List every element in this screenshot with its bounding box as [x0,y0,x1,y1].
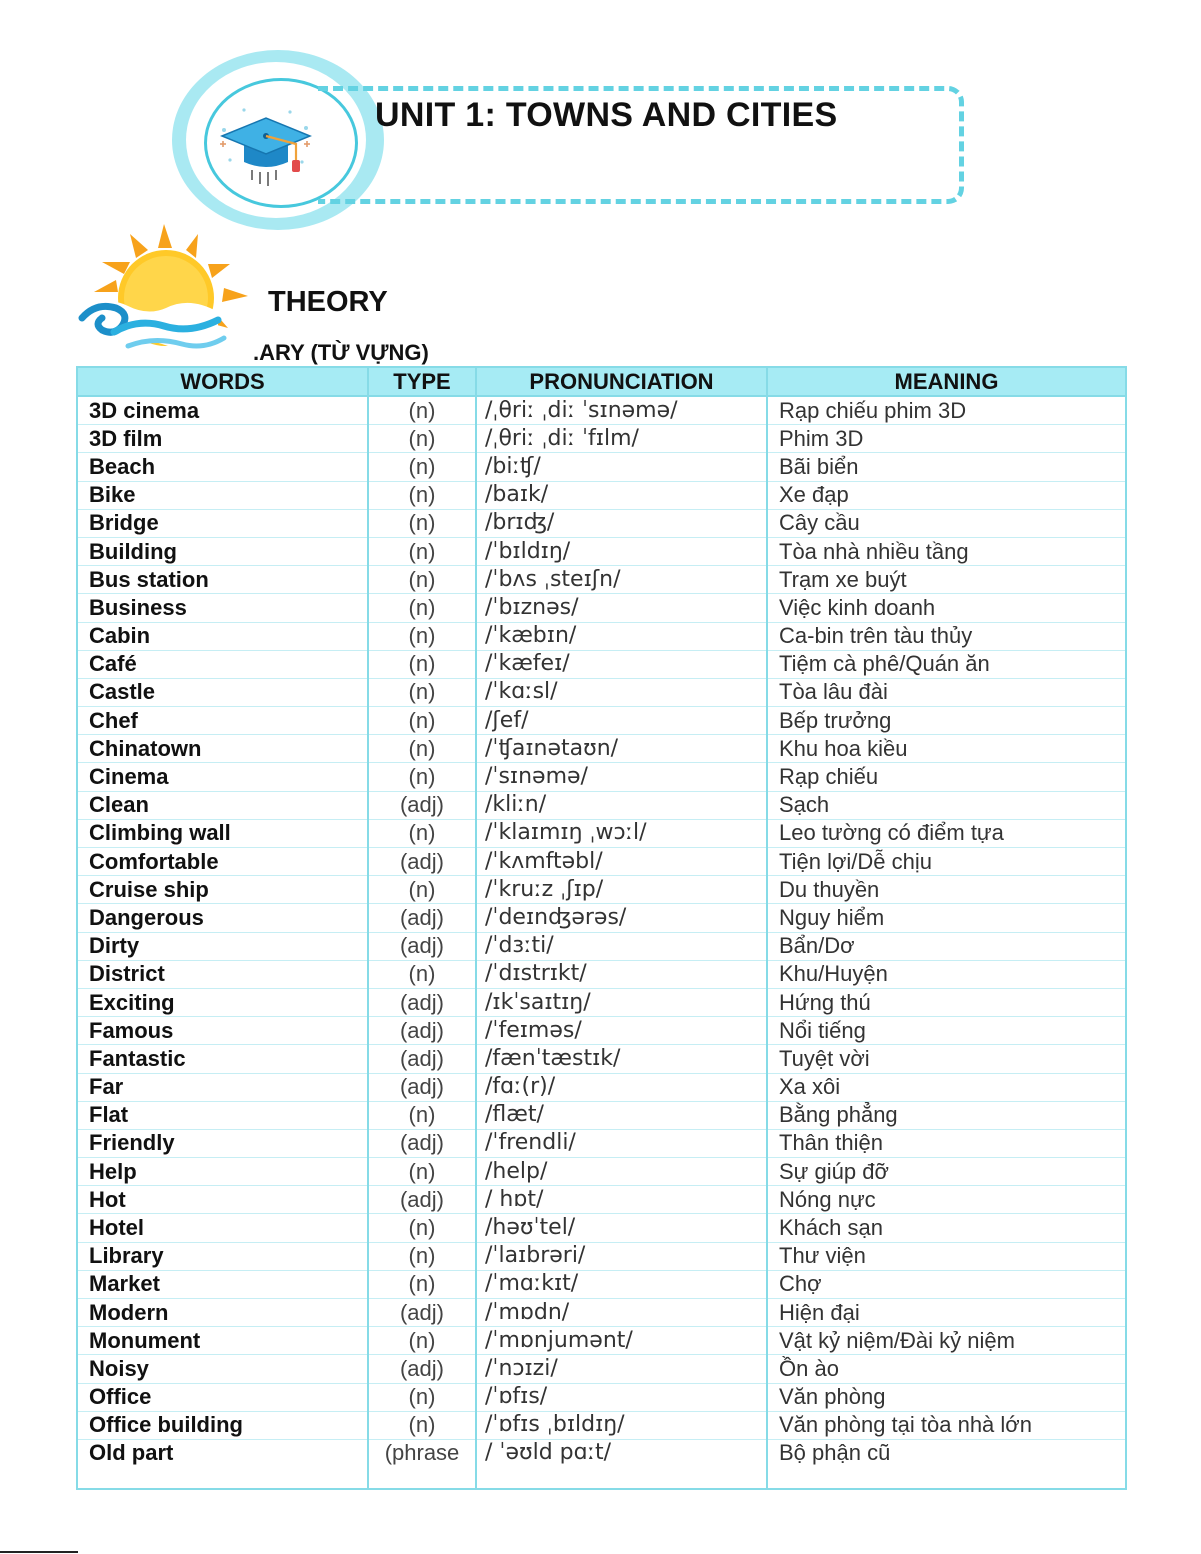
meaning-cell: Việc kinh doanh [767,594,1126,622]
meaning-cell: Bãi biển [767,453,1126,481]
pronunciation-cell: /ˈɒfɪs ˌbɪldɪŋ/ [476,1411,767,1439]
word-cell: Café [77,650,368,678]
meaning-cell: Thân thiện [767,1129,1126,1157]
meaning-cell: Nguy hiểm [767,904,1126,932]
table-row [77,1411,1126,1439]
column-header-meaning: MEANING [767,367,1126,396]
meaning-cell: Nóng nực [767,1186,1126,1214]
table-row [77,622,1126,650]
pronunciation-cell: /ˈbɪldɪŋ/ [476,537,767,565]
table-row [77,481,1126,509]
pronunciation-cell: /ˈdeɪnʤərəs/ [476,904,767,932]
meaning-cell: Bếp trưởng [767,707,1126,735]
type-cell: (n) [368,1411,476,1439]
meaning-cell: Thư viện [767,1242,1126,1270]
table-row [77,509,1126,537]
type-cell: (n) [368,1383,476,1411]
column-header-words: WORDS [77,367,368,396]
pronunciation-cell: /ˈkʌmftəbl/ [476,848,767,876]
word-cell: Modern [77,1299,368,1327]
pronunciation-cell: /biːʧ/ [476,453,767,481]
pronunciation-cell: /ˌθriː ˌdiː ˈfɪlm/ [476,425,767,453]
word-cell: District [77,960,368,988]
word-cell: Building [77,537,368,565]
table-row [77,396,1126,425]
pronunciation-cell: /ˈbɪznəs/ [476,594,767,622]
meaning-cell: Ồn ào [767,1355,1126,1383]
word-cell: Old part [77,1439,368,1489]
type-cell: (n) [368,763,476,791]
table-row [77,763,1126,791]
word-cell: Help [77,1158,368,1186]
type-cell: (n) [368,1327,476,1355]
table-row [77,707,1126,735]
type-cell: (n) [368,1101,476,1129]
type-cell: (n) [368,735,476,763]
table-body [77,396,1126,1489]
meaning-cell: Rạp chiếu phim 3D [767,396,1126,425]
word-cell: Office building [77,1411,368,1439]
type-cell: (adj) [368,1186,476,1214]
meaning-cell: Phim 3D [767,425,1126,453]
word-cell: Chef [77,707,368,735]
meaning-cell: Rạp chiếu [767,763,1126,791]
table-row [77,848,1126,876]
meaning-cell: Chợ [767,1270,1126,1298]
table-row [77,988,1126,1016]
pronunciation-cell: /kliːn/ [476,791,767,819]
word-cell: Bus station [77,566,368,594]
meaning-cell: Hiện đại [767,1299,1126,1327]
pronunciation-cell: /ˈmɑːkɪt/ [476,1270,767,1298]
meaning-cell: Hứng thú [767,988,1126,1016]
pronunciation-cell: /ˈmɒnjumənt/ [476,1327,767,1355]
table-row [77,1299,1126,1327]
table-header-row [77,367,1126,396]
type-cell: (adj) [368,988,476,1016]
pronunciation-cell: /ˈfrendli/ [476,1129,767,1157]
type-cell: (adj) [368,1299,476,1327]
table-row [77,1186,1126,1214]
word-cell: Fantastic [77,1045,368,1073]
type-cell: (n) [368,678,476,706]
pronunciation-cell: /ˈdɜːti/ [476,932,767,960]
meaning-cell: Cây cầu [767,509,1126,537]
table-row [77,1327,1126,1355]
word-cell: Market [77,1270,368,1298]
meaning-cell: Nổi tiếng [767,1017,1126,1045]
word-cell: Castle [77,678,368,706]
pronunciation-cell: /ˈmɒdn/ [476,1299,767,1327]
word-cell: 3D cinema [77,396,368,425]
table-row [77,1129,1126,1157]
meaning-cell: Ca-bin trên tàu thủy [767,622,1126,650]
table-row [77,566,1126,594]
meaning-cell: Xe đạp [767,481,1126,509]
word-cell: 3D film [77,425,368,453]
type-cell: (n) [368,396,476,425]
word-cell: Office [77,1383,368,1411]
pronunciation-cell: / hɒt/ [476,1186,767,1214]
pronunciation-cell: /flæt/ [476,1101,767,1129]
word-cell: Clean [77,791,368,819]
word-cell: Exciting [77,988,368,1016]
pronunciation-cell: /ˈfeɪməs/ [476,1017,767,1045]
word-cell: Monument [77,1327,368,1355]
pronunciation-cell: /ˈkæbɪn/ [476,622,767,650]
pronunciation-cell: /həʊˈtel/ [476,1214,767,1242]
meaning-cell: Du thuyền [767,876,1126,904]
type-cell: (adj) [368,791,476,819]
meaning-cell: Vật kỷ niệm/Đài kỷ niệm [767,1327,1126,1355]
pronunciation-cell: /ˈʧaɪnətaʊn/ [476,735,767,763]
type-cell: (adj) [368,1045,476,1073]
table-row [77,791,1126,819]
meaning-cell: Khu/Huyện [767,960,1126,988]
table-row [77,1270,1126,1298]
type-cell: (n) [368,509,476,537]
type-cell: (n) [368,622,476,650]
meaning-cell: Bằng phẳng [767,1101,1126,1129]
pronunciation-cell: /ˈkæfeɪ/ [476,650,767,678]
word-cell: Cabin [77,622,368,650]
pronunciation-cell: /ˈkruːz ˌʃɪp/ [476,876,767,904]
meaning-cell: Trạm xe buýt [767,566,1126,594]
pronunciation-cell: /ˈkɑːsl/ [476,678,767,706]
graduation-cap-icon [216,100,316,192]
table-row [77,819,1126,847]
word-cell: Beach [77,453,368,481]
pronunciation-cell: /ˌθriː ˌdiː ˈsɪnəmə/ [476,396,767,425]
table-row [77,1383,1126,1411]
type-cell: (n) [368,1158,476,1186]
type-cell: (n) [368,819,476,847]
table-row [77,1017,1126,1045]
sun-wave-icon [78,222,258,356]
type-cell: (adj) [368,1073,476,1101]
type-cell: (n) [368,1270,476,1298]
table-row [77,735,1126,763]
word-cell: Bike [77,481,368,509]
table-row [77,1158,1126,1186]
column-header-type: TYPE [368,367,476,396]
word-cell: Library [77,1242,368,1270]
type-cell: (n) [368,1242,476,1270]
word-cell: Cinema [77,763,368,791]
table-row [77,594,1126,622]
type-cell: (n) [368,425,476,453]
table-row [77,453,1126,481]
vocabulary-table [76,366,1127,1490]
word-cell: Friendly [77,1129,368,1157]
pronunciation-cell: /ʃef/ [476,707,767,735]
word-cell: Business [77,594,368,622]
pronunciation-cell: /ɪkˈsaɪtɪŋ/ [476,988,767,1016]
meaning-cell: Khách sạn [767,1214,1126,1242]
word-cell: Dangerous [77,904,368,932]
meaning-cell: Khu hoa kiều [767,735,1126,763]
meaning-cell: Văn phòng [767,1383,1126,1411]
pronunciation-cell: /fɑː(r)/ [476,1073,767,1101]
page-title: UNIT 1: TOWNS AND CITIES [375,96,838,134]
type-cell: (adj) [368,1017,476,1045]
pronunciation-cell: /ˈklaɪmɪŋ ˌwɔːl/ [476,819,767,847]
pronunciation-cell: /help/ [476,1158,767,1186]
type-cell: (adj) [368,904,476,932]
type-cell: (n) [368,594,476,622]
table-row [77,1045,1126,1073]
pronunciation-cell: /ˈlaɪbrəri/ [476,1242,767,1270]
pronunciation-cell: /ˈsɪnəmə/ [476,763,767,791]
type-cell: (n) [368,707,476,735]
meaning-cell: Văn phòng tại tòa nhà lớn [767,1411,1126,1439]
table-row [77,425,1126,453]
word-cell: Flat [77,1101,368,1129]
pronunciation-cell: /ˈbʌs ˌsteɪʃn/ [476,566,767,594]
type-cell: (n) [368,1214,476,1242]
pronunciation-cell: /ˈɒfɪs/ [476,1383,767,1411]
type-cell: (adj) [368,848,476,876]
word-cell: Dirty [77,932,368,960]
table-row [77,960,1126,988]
type-cell: (n) [368,876,476,904]
table-row [77,1073,1126,1101]
table-row [77,1355,1126,1383]
pronunciation-cell: /brɪʤ/ [476,509,767,537]
table-row [77,1214,1126,1242]
pronunciation-cell: / ˈəʊld pɑːt/ [476,1439,767,1489]
word-cell: Far [77,1073,368,1101]
meaning-cell: Bộ phận cũ [767,1439,1126,1489]
word-cell: Hotel [77,1214,368,1242]
meaning-cell: Sự giúp đỡ [767,1158,1126,1186]
column-header-pronunciation: PRONUNCIATION [476,367,767,396]
type-cell: (phrase [368,1439,476,1489]
section-heading: THEORY [268,286,388,318]
word-cell: Noisy [77,1355,368,1383]
meaning-cell: Sạch [767,791,1126,819]
meaning-cell: Tuyệt vời [767,1045,1126,1073]
table-row [77,876,1126,904]
meaning-cell: Tòa lâu đài [767,678,1126,706]
type-cell: (n) [368,453,476,481]
word-cell: Hot [77,1186,368,1214]
type-cell: (adj) [368,1355,476,1383]
table-row [77,932,1126,960]
table-row [77,1101,1126,1129]
type-cell: (adj) [368,932,476,960]
pronunciation-cell: /ˈnɔɪzi/ [476,1355,767,1383]
table-row [77,904,1126,932]
type-cell: (n) [368,960,476,988]
type-cell: (n) [368,650,476,678]
type-cell: (n) [368,481,476,509]
meaning-cell: Xa xôi [767,1073,1126,1101]
type-cell: (n) [368,566,476,594]
table-row [77,650,1126,678]
word-cell: Chinatown [77,735,368,763]
pronunciation-cell: /ˈdɪstrɪkt/ [476,960,767,988]
pronunciation-cell: /fænˈtæstɪk/ [476,1045,767,1073]
word-cell: Famous [77,1017,368,1045]
type-cell: (n) [368,537,476,565]
word-cell: Bridge [77,509,368,537]
meaning-cell: Tiệm cà phê/Quán ăn [767,650,1126,678]
word-cell: Comfortable [77,848,368,876]
pronunciation-cell: /baɪk/ [476,481,767,509]
meaning-cell: Leo tường có điểm tựa [767,819,1126,847]
type-cell: (adj) [368,1129,476,1157]
word-cell: Climbing wall [77,819,368,847]
word-cell: Cruise ship [77,876,368,904]
meaning-cell: Tòa nhà nhiều tầng [767,537,1126,565]
section-subheading: .ARY (TỪ VỰNG) [253,340,429,365]
meaning-cell: Bẩn/Dơ [767,932,1126,960]
table-row [77,678,1126,706]
meaning-cell: Tiện lợi/Dễ chịu [767,848,1126,876]
table-row [77,1242,1126,1270]
footer-rule [0,1551,78,1553]
table-row [77,1439,1126,1489]
table-row [77,537,1126,565]
